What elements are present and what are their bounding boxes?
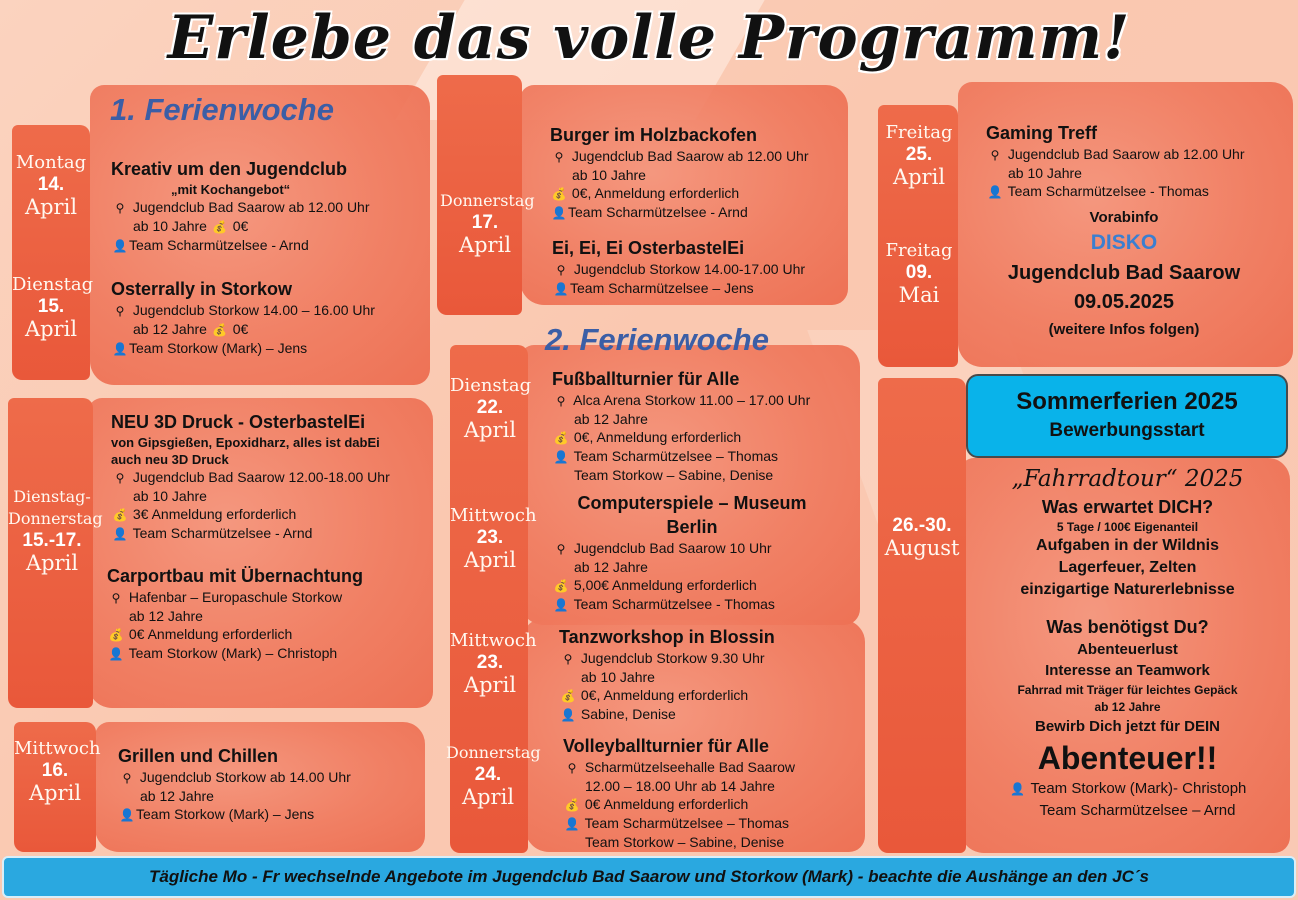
date-label [450, 630, 537, 697]
person-icon: 👤 [112, 239, 128, 253]
summer-banner [966, 374, 1288, 458]
date-month: April [463, 673, 517, 697]
event-age: ab 12 Jahre [133, 321, 207, 337]
event-team: Team Scharmützelsee – Thomas [573, 448, 779, 464]
event-location: Jugendclub Storkow 14.00-17.00 Uhr [573, 261, 806, 277]
date-day: Dienstag- [13, 487, 91, 506]
date-number: 15.-17. [22, 530, 82, 551]
date-day: Dienstag [450, 375, 532, 396]
date-label [14, 738, 101, 805]
footer-banner: Tägliche Mo - Fr wechselnde Angebote im Jugendclub Bad Saarow und Storkow (Mark) - beachte die Aushänge an den JC´s [2, 856, 1296, 898]
event-team: Team Storkow – Sabine, Denise [585, 834, 785, 850]
money-bag-icon: 💰 [553, 579, 569, 593]
event-location: Alca Arena Storkow 11.00 – 17.00 Uhr [573, 392, 811, 408]
date-label [12, 152, 90, 218]
person-icon: 👤 [560, 708, 576, 722]
money-bag-icon: 💰 [112, 508, 128, 522]
event-team: Team Scharmützelsee - Arnd [129, 237, 309, 253]
tour-question: Was erwartet DICH? [1041, 497, 1214, 517]
tour-requirement: Fahrrad mit Träger für leichtes Gepäck [1017, 683, 1238, 697]
event-price: 0€, Anmeldung erforderlich [580, 687, 749, 703]
event-age: ab 12 Jahre [574, 559, 648, 575]
event-fussball [552, 367, 810, 484]
date-number: 22. [476, 397, 504, 418]
event-price: 0€ [232, 218, 249, 234]
date-day: Freitag [885, 240, 953, 261]
tour-team-2: Team Scharmützelsee – Arnd [1039, 802, 1236, 819]
tour-detail: einzigartige Naturerlebnisse [1020, 581, 1235, 598]
tour-title: „Fahrradtour“ 2025 [1011, 466, 1244, 492]
disco-place: Jugendclub Bad Saarow [1007, 262, 1241, 284]
page-title: Erlebe das volle Programm! [167, 3, 1131, 73]
date-day: Donnerstag [440, 191, 535, 210]
date-month: April [24, 195, 78, 219]
date-day: Donnerstag [8, 509, 103, 528]
date-month: April [28, 781, 82, 805]
location-pin-icon: ⚲ [122, 771, 132, 785]
event-3d-druck [111, 410, 390, 543]
event-price: 5,00€ Anmeldung erforderlich [573, 577, 757, 593]
event-price: 0€, Anmeldung erforderlich [571, 185, 740, 201]
date-label [12, 274, 94, 341]
event-team: Sabine, Denise [580, 706, 676, 722]
event-title: Ei, Ei, Ei OsterbastelEi [552, 238, 745, 258]
location-pin-icon: ⚲ [554, 150, 564, 164]
money-bag-icon: 💰 [553, 431, 569, 445]
tour-team-1: Team Storkow (Mark)- Christoph [1030, 780, 1247, 797]
person-icon: 👤 [987, 185, 1003, 199]
event-location: Jugendclub Bad Saarow 12.00-18.00 Uhr [132, 469, 390, 485]
event-title: Berlin [666, 517, 718, 537]
date-number: 09. [905, 262, 933, 283]
event-age: ab 10 Jahre [133, 218, 207, 234]
date-number: 23. [476, 527, 504, 548]
event-team: Team Scharmützelsee - Arnd [132, 525, 313, 541]
event-title: Burger im Holzbackofen [550, 125, 758, 145]
event-title: Kreativ um den Jugendclub [111, 159, 348, 179]
tour-question: Was benötigst Du? [1046, 617, 1209, 637]
location-pin-icon: ⚲ [563, 652, 573, 666]
date-number: 26.-30. [892, 515, 952, 536]
location-pin-icon: ⚲ [556, 542, 566, 556]
location-pin-icon: ⚲ [115, 304, 125, 318]
person-icon: 👤 [1010, 782, 1026, 796]
tour-detail: Aufgaben in der Wildnis [1036, 537, 1219, 554]
location-pin-icon: ⚲ [990, 148, 1000, 162]
date-number: 14. [37, 174, 65, 195]
event-title: Gaming Treff [986, 123, 1098, 143]
event-tanzworkshop [559, 625, 775, 724]
event-price: 3€ Anmeldung erforderlich [132, 506, 297, 522]
date-month: April [24, 317, 78, 341]
event-title: Osterrally in Storkow [111, 279, 293, 299]
date-day: Dienstag [12, 274, 94, 295]
event-price: 0€ Anmeldung erforderlich [128, 626, 293, 642]
tour-requirement: Interesse an Teamwork [1045, 662, 1210, 679]
summer-title: Sommerferien 2025 [1016, 388, 1238, 415]
money-bag-icon: 💰 [108, 628, 124, 642]
person-icon: 👤 [553, 598, 569, 612]
date-day: Mittwoch [450, 630, 537, 651]
date-day: Montag [15, 152, 87, 173]
date-strip [878, 378, 966, 853]
location-pin-icon: ⚲ [115, 471, 125, 485]
event-team: Team Scharmützelsee - Arnd [568, 204, 748, 220]
date-number: 17. [471, 212, 499, 233]
event-team: Team Storkow – Sabine, Denise [574, 467, 774, 483]
event-title: Tanzworkshop in Blossin [559, 627, 775, 647]
money-bag-icon: 💰 [564, 798, 580, 812]
event-price: 0€ Anmeldung erforderlich [584, 796, 749, 812]
disco-info [960, 208, 1288, 344]
date-month: Mai [898, 283, 940, 307]
event-price: 0€ [232, 321, 249, 337]
date-day: Freitag [885, 122, 953, 143]
event-team: Team Storkow (Mark) – Christoph [128, 645, 338, 661]
event-location: Scharmützelseehalle Bad Saarow [584, 759, 796, 775]
location-pin-icon: ⚲ [556, 263, 566, 277]
disco-date: 09.05.2025 [1073, 291, 1175, 313]
event-location: Jugendclub Storkow 14.00 – 16.00 Uhr [132, 302, 375, 318]
summer-subtitle: Bewerbungsstart [1049, 420, 1205, 441]
person-icon: 👤 [551, 206, 567, 220]
event-age: ab 10 Jahre [133, 488, 207, 504]
event-location: Jugendclub Bad Saarow ab 12.00 Uhr [1007, 146, 1245, 162]
event-subtitle: von Gipsgießen, Epoxidharz, alles ist dabEi [111, 435, 380, 450]
event-subtitle: „mit Kochangebot“ [171, 182, 291, 197]
date-label [450, 375, 530, 441]
money-bag-icon: 💰 [212, 220, 228, 234]
date-number: 23. [476, 652, 504, 673]
event-gaming [986, 121, 1245, 201]
person-icon: 👤 [119, 808, 135, 822]
event-location: Jugendclub Bad Saarow 10 Uhr [573, 540, 772, 556]
event-price: 0€, Anmeldung erforderlich [573, 429, 742, 445]
date-number: 16. [41, 760, 69, 781]
person-icon: 👤 [553, 282, 569, 296]
event-age: ab 10 Jahre [572, 167, 646, 183]
date-label [8, 486, 103, 575]
date-day: Donnerstag [446, 743, 541, 762]
event-kreativ [111, 157, 370, 255]
location-pin-icon: ⚲ [567, 761, 577, 775]
date-month: April [25, 551, 79, 575]
money-bag-icon: 💰 [212, 323, 228, 337]
money-bag-icon: 💰 [560, 689, 576, 703]
event-location: Jugendclub Bad Saarow ab 12.00 Uhr [132, 199, 370, 215]
tour-call: Bewirb Dich jetzt für DEIN [1034, 718, 1221, 735]
event-carportbau [107, 564, 363, 663]
person-icon: 👤 [564, 817, 580, 831]
event-team: Team Storkow (Mark) – Jens [129, 340, 308, 356]
disco-pre: Vorabinfo [1089, 209, 1159, 226]
date-label [878, 515, 966, 559]
date-month: April [458, 233, 512, 257]
date-day: Mittwoch [450, 505, 537, 526]
date-label [446, 742, 541, 809]
event-age: ab 10 Jahre [581, 669, 655, 685]
week-1-heading: 1. Ferienwoche [110, 92, 334, 127]
event-title: Volleyballturnier für Alle [563, 736, 770, 756]
event-time: 12.00 – 18.00 Uhr ab 14 Jahre [585, 778, 775, 794]
tour-requirement: ab 12 Jahre [1094, 700, 1161, 714]
bike-tour [960, 463, 1295, 821]
event-age: ab 12 Jahre [574, 411, 648, 427]
week-2-heading: 2. Ferienwoche [545, 322, 769, 357]
event-team: Team Storkow (Mark) – Jens [136, 806, 315, 822]
date-month: August [884, 536, 960, 560]
event-age: ab 12 Jahre [129, 608, 203, 624]
location-pin-icon: ⚲ [556, 394, 566, 408]
person-icon: 👤 [553, 450, 569, 464]
event-osterrally [111, 277, 375, 358]
money-bag-icon: 💰 [551, 187, 567, 201]
tour-team [960, 778, 1295, 800]
location-pin-icon: ⚲ [115, 201, 125, 215]
event-subtitle: auch neu 3D Druck [111, 452, 229, 467]
event-location: Jugendclub Storkow ab 14.00 Uhr [139, 769, 351, 785]
date-day: Mittwoch [14, 738, 101, 759]
date-number: 24. [474, 764, 502, 785]
event-osterbastel [552, 236, 805, 298]
event-title: Grillen und Chillen [118, 746, 279, 766]
tour-detail: Lagerfeuer, Zelten [1058, 559, 1197, 576]
date-month: April [461, 785, 515, 809]
event-location: Hafenbar – Europaschule Storkow [128, 589, 343, 605]
event-grillen [118, 744, 351, 824]
tour-requirement: Abenteuerlust [1077, 641, 1178, 658]
event-volleyball [563, 734, 795, 851]
event-burger [550, 123, 809, 222]
date-number: 25. [905, 144, 933, 165]
event-age: ab 10 Jahre [1008, 165, 1082, 181]
event-title: NEU 3D Druck - OsterbastelEi [111, 412, 366, 432]
event-location: Jugendclub Bad Saarow ab 12.00 Uhr [571, 148, 809, 164]
person-icon: 👤 [112, 527, 128, 541]
event-team: Team Scharmützelsee - Thomas [573, 596, 775, 612]
date-label [450, 505, 537, 572]
event-title: Computerspiele – Museum [577, 493, 807, 513]
tour-detail: 5 Tage / 100€ Eigenanteil [1056, 520, 1199, 534]
disco-name: DISKO [1090, 231, 1158, 254]
date-month: April [463, 418, 517, 442]
location-pin-icon: ⚲ [111, 591, 121, 605]
event-team: Team Scharmützelsee – Jens [570, 280, 754, 296]
tour-big: Abenteuer!! [1037, 740, 1218, 776]
date-label [880, 122, 958, 188]
date-month: April [892, 165, 946, 189]
event-location: Jugendclub Storkow 9.30 Uhr [580, 650, 765, 666]
event-team: Team Scharmützelsee - Thomas [1007, 183, 1209, 199]
person-icon: 👤 [112, 342, 128, 356]
event-age: ab 12 Jahre [140, 788, 214, 804]
disco-more-info: (weitere Infos folgen) [1048, 321, 1200, 338]
event-team: Team Scharmützelsee – Thomas [584, 815, 790, 831]
event-title: Fußballturnier für Alle [552, 369, 740, 389]
date-number: 15. [37, 296, 65, 317]
event-title: Carportbau mit Übernachtung [107, 566, 364, 586]
event-computerspiele [552, 491, 832, 614]
date-month: April [463, 548, 517, 572]
person-icon: 👤 [108, 647, 124, 661]
date-label [440, 190, 535, 257]
date-label [880, 240, 958, 306]
